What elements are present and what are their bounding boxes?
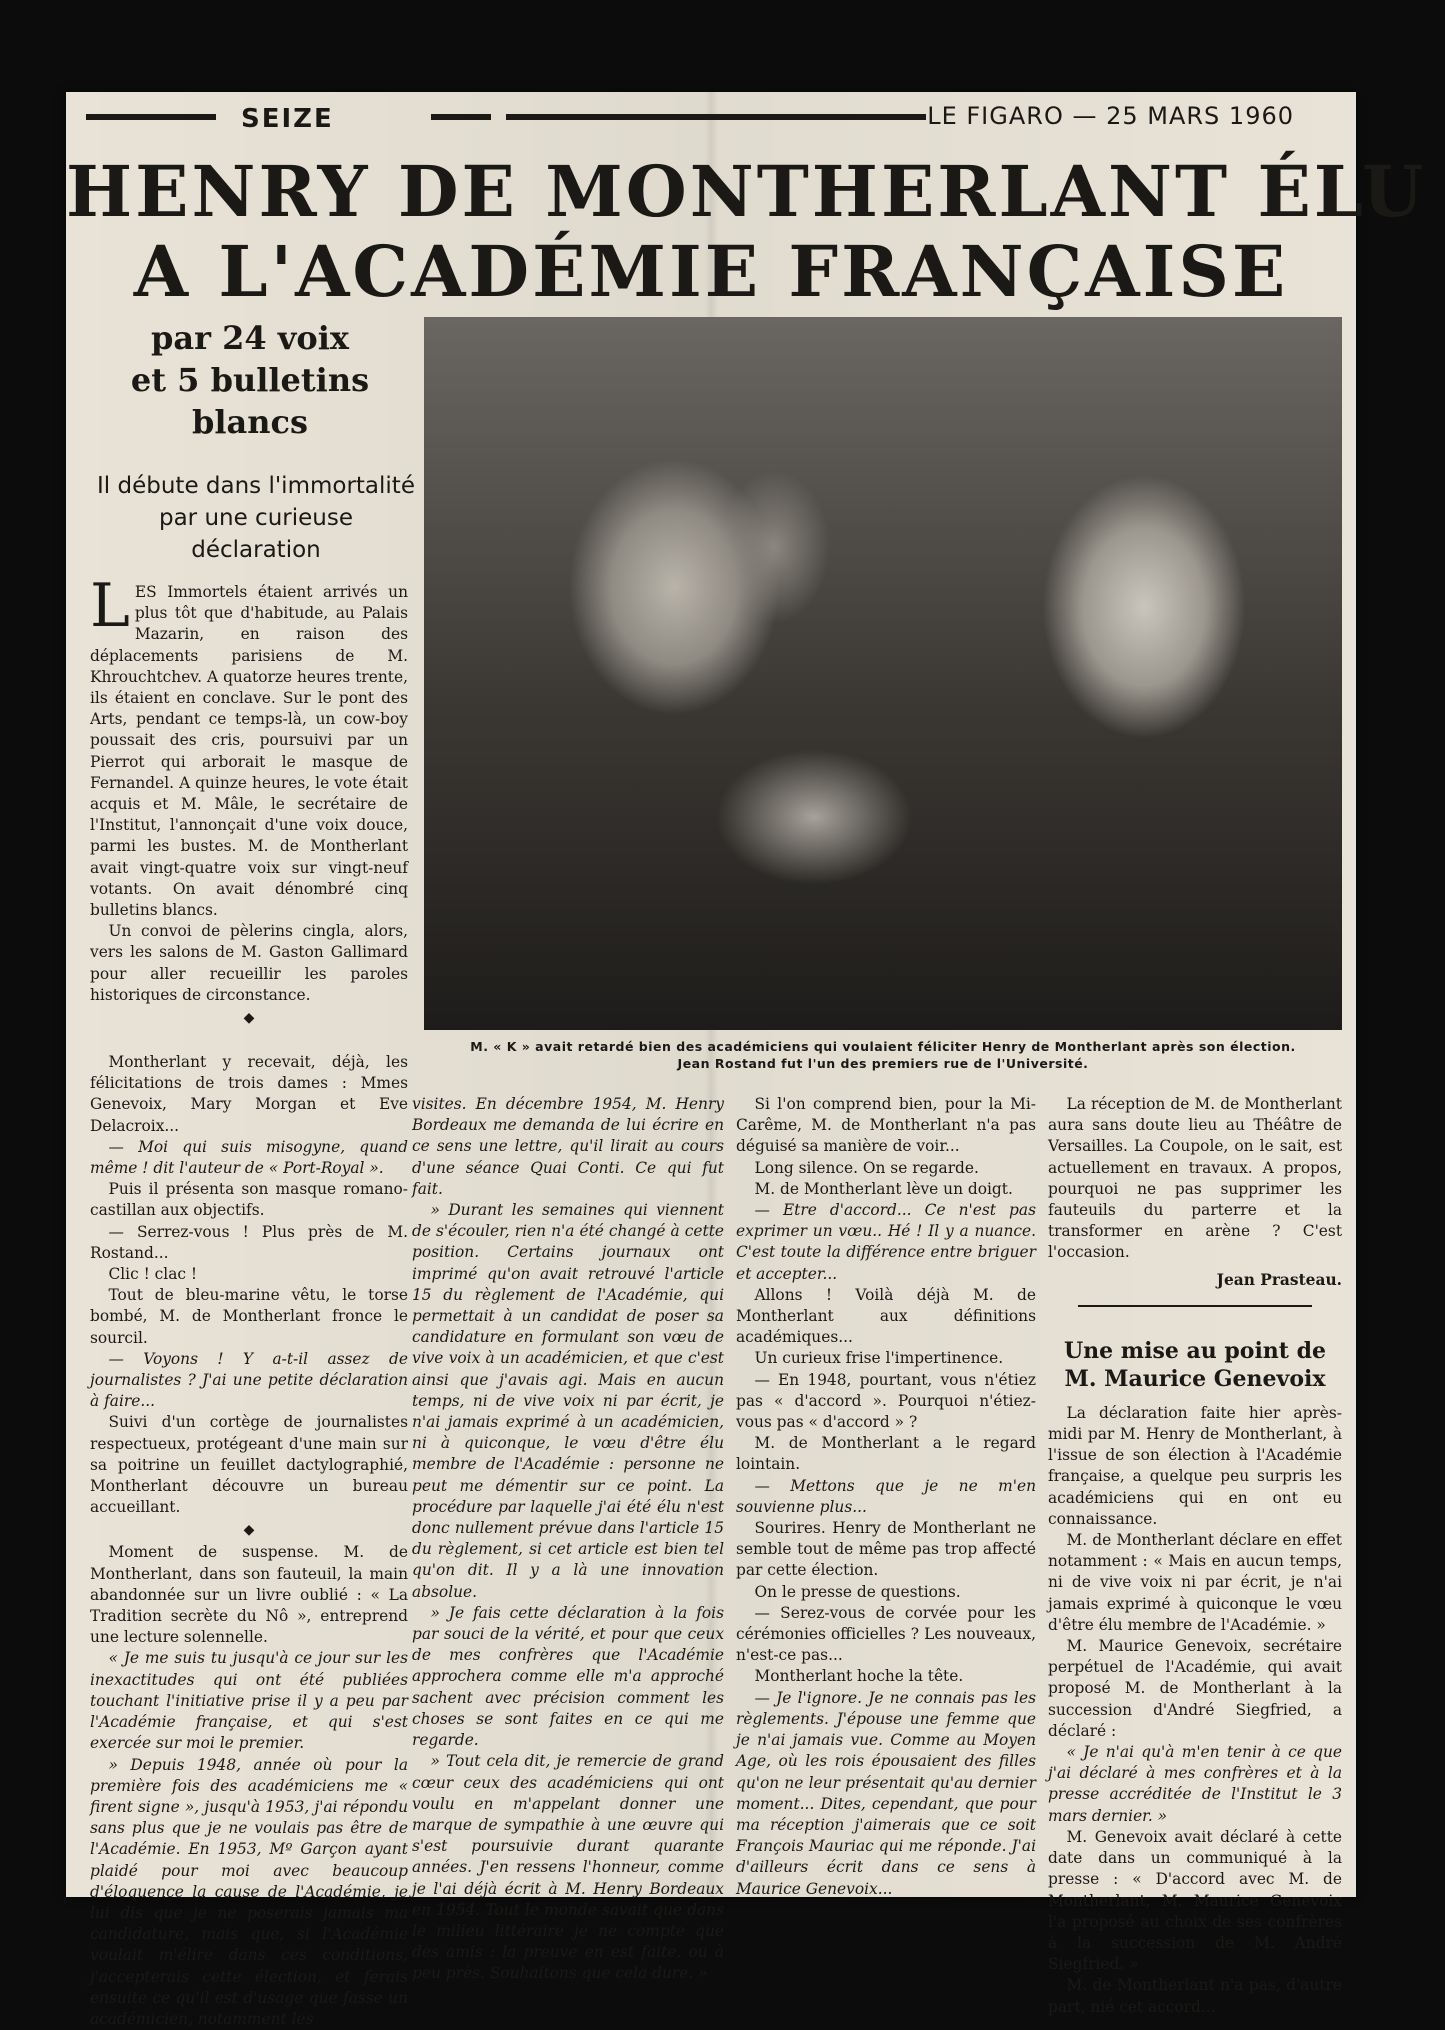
paragraph: Si l'on comprend bien, pour la Mi-Carême, M. de Montherlant n'a pas déguisé sa manière de voir...: [736, 1094, 1036, 1158]
folio-rule-left: [86, 114, 216, 120]
paragraph: M. de Montherlant lève un doigt.: [736, 1179, 1036, 1200]
paragraph: Moment de suspense. M. de Montherlant, dans son fauteuil, la main abandonnée sur un livre oublié : « La Tradition secrète du Nô », entreprend une lecture solennelle.: [90, 1542, 408, 1648]
caption-line-2: Jean Rostand fut l'un des premiers rue de l'Université.: [424, 1055, 1342, 1072]
paragraph: — Serez-vous de corvée pour les cérémonies officielles ? Les nouveaux, n'est-ce pas...: [736, 1603, 1036, 1667]
paragraph: — Serrez-vous ! Plus près de M. Rostand...: [90, 1222, 408, 1264]
column-2: [412, 1094, 724, 1985]
paragraph-text: ES Immortels étaient arrivés un plus tôt que d'habitude, au Palais Mazarin, en raison des déplacements parisiens de M. Khrouchtchev. A quatorze heures trente, ils étaient en conclave. Sur le pont des Arts, pendant ce temps-là, un cow-boy poussait des cris, poursuivi par un Pierrot qui arborait le masque de Fernandel. A quinze heures, le vote était acquis et M. Mâle, le secrétaire de l'Institut, l'annonçait d'une voix douce, parmi les bustes. M. de Montherlant avait vingt-quatre voix sur vingt-neuf votants. On avait dénombré cinq bulletins blancs.: [90, 583, 408, 919]
paragraph: On le presse de questions.: [736, 1582, 1036, 1603]
paragraph: — Mettons que je ne m'en souvienne plus...: [736, 1476, 1036, 1518]
paragraph: Un convoi de pèlerins cingla, alors, vers les salons de M. Gaston Gallimard pour aller recueillir les paroles historiques de circonstance.: [90, 921, 408, 1006]
paragraph: Allons ! Voilà déjà M. de Montherlant aux définitions académiques...: [736, 1285, 1036, 1349]
kicker-line-3: blancs: [90, 401, 410, 443]
paragraph: Clic ! clac !: [90, 1264, 408, 1285]
headline-line-1: HENRY DE MONTHERLANT ÉLU: [66, 150, 1356, 233]
paragraph: M. de Montherlant déclare en effet notamment : « Mais en aucun temps, ni de vive voix ni par écrit, je n'ai jamais exprimé à quiconque le vœu d'être élu membre de l'Académie. »: [1048, 1530, 1342, 1636]
sidebar-title: Une mise au point de M. Maurice Genevoix: [1048, 1337, 1342, 1393]
paragraph: Un curieux frise l'impertinence.: [736, 1348, 1036, 1369]
paragraph: — Je l'ignore. Je ne connais pas les règlements. J'épouse une femme que je n'ai jamais vue. Comme au Moyen Age, où les rois épousaient des filles qu'on ne leur présentait qu'au dernier moment... Dites, cependant, que pour ma réception j'aimerais que ce soit François Mauriac qui me réponde. J'ai d'ailleurs écrit dans ce sens à Maurice Genevoix...: [736, 1688, 1036, 1900]
paragraph: » Je fais cette déclaration à la fois par souci de la vérité, et pour que ceux de mes confrères que l'Académie approchera comme elle m'a approché sachent avec précision comment les choses se sont faites en ce qui me regarde.: [412, 1603, 724, 1751]
paragraph: M. de Montherlant n'a pas, d'autre part, nié cet accord...: [1048, 1975, 1342, 2017]
folio-rule-mid-a: [431, 114, 491, 120]
byline: Jean Prasteau.: [1048, 1270, 1342, 1291]
paragraph: M. Genevoix avait déclaré à cette date dans un communiqué à la presse : « D'accord avec M. de Montherlant, M. Maurice Genevoix l'a proposé au choix de ses confrères à la succession de M. André Siegfried. »: [1048, 1827, 1342, 1975]
column-3: [736, 1094, 1036, 1900]
press-photo: [424, 317, 1342, 1030]
paragraph: La déclaration faite hier après-midi par M. Henry de Montherlant, à l'issue de son élection à l'Académie française, a quelque peu surpris les académiciens qui en ont eu connaissance.: [1048, 1403, 1342, 1530]
paragraph: « Je n'ai qu'à m'en tenir à ce que j'ai déclaré à mes confrères et à la presse accréditée de l'Institut le 3 mars dernier. »: [1048, 1742, 1342, 1827]
paragraph: — Moi qui suis misogyne, quand même ! dit l'auteur de « Port-Royal ».: [90, 1137, 408, 1179]
paragraph: [90, 582, 408, 921]
folio-bar: [66, 92, 1356, 142]
paragraph: » Depuis 1948, année où pour la première fois des académiciens me « firent signe », jusqu'à 1953, j'ai répondu sans plus que je ne voulais pas être de l'Académie. En 1953, Mº Garçon ayant plaidé pour moi avec beaucoup d'éloquence la cause de l'Académie, je lui dis que je ne poserais jamais ma candidature, mais que, si l'Académie voulait m'élire dans ces conditions, j'accepterais cette élection, et ferais ensuite ce qu'il est d'usage que fasse un académicien, notamment les: [90, 1755, 408, 2030]
kicker-line-1: par 24 voix: [90, 317, 410, 359]
caption-line-1: M. « K » avait retardé bien des académiciens qui voulaient féliciter Henry de Montherlant après son élection.: [424, 1038, 1342, 1055]
folio-rule-mid-b: [506, 114, 926, 120]
paragraph: « Je me suis tu jusqu'à ce jour sur les inexactitudes qui ont été publiées touchant l'initiative prise il y a peu par l'Académie française, et qui s'est exercée sur moi le premier.: [90, 1648, 408, 1754]
newspaper-clipping: [66, 92, 1356, 1897]
masthead-date: LE FIGARO — 25 MARS 1960: [927, 102, 1294, 130]
kicker: [90, 317, 410, 443]
paragraph: Suivi d'un cortège de journalistes respectueux, protégeant d'une main sur sa poitrine un feuillet dactylographié, Montherlant découvre un bureau accueillant.: [90, 1412, 408, 1518]
paragraph: visites. En décembre 1954, M. Henry Bordeaux me demanda de lui écrire en ce sens une lettre, qu'il lirait au cours d'une séance Quai Conti. Ce qui fut fait.: [412, 1094, 724, 1200]
paragraph: — En 1948, pourtant, vous n'étiez pas « d'accord ». Pourquoi n'étiez-vous pas « d'accord » ?: [736, 1370, 1036, 1434]
paragraph: Montherlant y recevait, déjà, les félicitations de trois dames : Mmes Genevoix, Mary Morgan et Eve Delacroix...: [90, 1052, 408, 1137]
section-divider: [1078, 1305, 1312, 1307]
paragraph: » Tout cela dit, je remercie de grand cœur ceux des académiciens qui ont voulu en m'appelant donner une marque de sympathie à une œuvre qui s'est poursuivie durant quarante années. J'en ressens l'honneur, comme je l'ai déjà écrit à M. Henry Bordeaux en 1954. Tout le monde savait que dans le milieu littéraire je ne compte que des amis : la preuve en est faite, ou à peu près. Souhaitons que cela dure. »: [412, 1751, 724, 1984]
paragraph: M. de Montherlant a le regard lointain.: [736, 1433, 1036, 1475]
column-1-bottom: [90, 1052, 408, 2030]
paragraph: Sourires. Henry de Montherlant ne semble tout de même pas trop affecté par cette élection.: [736, 1518, 1036, 1582]
column-4: [1048, 1094, 1342, 2018]
kicker-line-2: et 5 bulletins: [90, 359, 410, 401]
paragraph: » Durant les semaines qui viennent de s'écouler, rien n'a été changé à cette position. Certains journaux ont imprimé qu'on avait retrouvé l'article 15 du règlement de l'Académie, qui permettait à un candidat de poser sa candidature en formulant son vœu de vive voix à un académicien, et que c'est ainsi que j'avais agi. Mais en aucun temps, ni de vive voix ni par écrit, je n'ai jamais exprimé à un académicien, ni à quiconque, le vœu d'être élu membre de l'Académie : personne ne peut me démentir sur ce point. La procédure par laquelle j'ai été élu n'est donc nullement prévue dans l'article 15 du règlement, si cet article est bien tel qu'on dit. Il y a là une innovation absolue.: [412, 1200, 724, 1603]
separator-diamond: ◆: [90, 1518, 408, 1542]
paragraph: Tout de bleu-marine vêtu, le torse bombé, M. de Montherlant fronce le sourcil.: [90, 1285, 408, 1349]
paragraph: Long silence. On se regarde.: [736, 1158, 1036, 1179]
headline-line-2: A L'ACADÉMIE FRANÇAISE: [66, 230, 1356, 313]
paragraph: M. Maurice Genevoix, secrétaire perpétuel de l'Académie, qui avait proposé M. de Montherlant à la succession d'André Siegfried, a déclaré :: [1048, 1636, 1342, 1742]
page-number: SEIZE: [241, 104, 334, 134]
paragraph: Montherlant hoche la tête.: [736, 1666, 1036, 1687]
photo-caption: [424, 1038, 1342, 1072]
subheadline: Il débute dans l'immortalité par une curieuse déclaration: [96, 470, 416, 566]
paragraph: — Voyons ! Y a-t-il assez de journalistes ? J'ai une petite déclaration à faire...: [90, 1349, 408, 1413]
paragraph: Puis il présenta son masque romano-castillan aux objectifs.: [90, 1179, 408, 1221]
column-1-top: [90, 582, 408, 1030]
paragraph: La réception de M. de Montherlant aura sans doute lieu au Théâtre de Versailles. La Coupole, on le sait, est actuellement en travaux. A propos, pourquoi ne pas supprimer les fauteuils du parterre et la transformer en arène ? C'est l'occasion.: [1048, 1094, 1342, 1264]
separator-diamond: ◆: [90, 1006, 408, 1030]
drop-cap: L: [90, 582, 135, 630]
paragraph: — Etre d'accord... Ce n'est pas exprimer un vœu.. Hé ! Il y a nuance. C'est toute la différence entre briguer et accepter...: [736, 1200, 1036, 1285]
